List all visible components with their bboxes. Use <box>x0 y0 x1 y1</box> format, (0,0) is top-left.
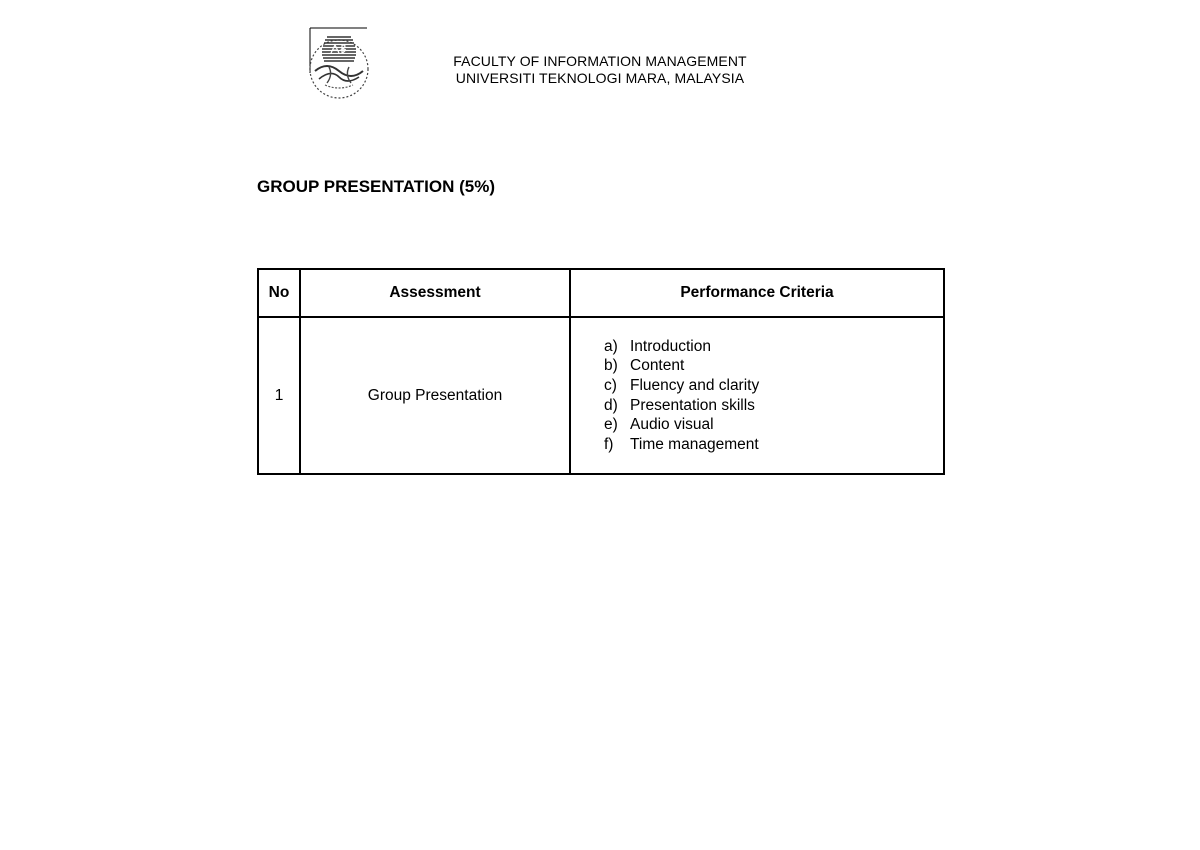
criteria-text: Introduction <box>630 337 711 355</box>
criteria-text: Content <box>630 357 685 375</box>
row-number: 1 <box>258 317 300 474</box>
list-marker: d) <box>604 396 618 414</box>
list-item <box>604 356 943 376</box>
assessment-table <box>257 268 945 475</box>
column-header-criteria: Performance Criteria <box>570 269 944 317</box>
list-marker: b) <box>604 357 618 375</box>
list-item <box>604 376 943 396</box>
column-header-no: No <box>258 269 300 317</box>
list-item <box>604 337 943 357</box>
table-row <box>258 317 944 474</box>
list-marker: a) <box>604 337 618 355</box>
university-name: UNIVERSITI TEKNOLOGI MARA, MALAYSIA <box>455 70 745 86</box>
criteria-cell <box>570 317 944 474</box>
faculty-header <box>380 53 820 87</box>
criteria-text: Audio visual <box>630 416 714 434</box>
table-header-row <box>258 269 944 317</box>
list-marker: c) <box>604 376 617 394</box>
list-item <box>604 415 943 435</box>
criteria-text: Presentation skills <box>630 396 755 414</box>
criteria-text: Fluency and clarity <box>630 376 760 394</box>
list-item <box>604 435 943 455</box>
list-item <box>604 396 943 416</box>
document-title: GROUP PRESENTATION (5%) <box>257 177 496 196</box>
faculty-name: FACULTY OF INFORMATION MANAGEMENT <box>453 53 747 69</box>
criteria-list <box>571 337 943 455</box>
assessment-name: Group Presentation <box>300 317 570 474</box>
column-header-assessment: Assessment <box>300 269 570 317</box>
list-marker: e) <box>604 416 618 434</box>
list-marker: f) <box>604 435 614 453</box>
university-logo <box>307 27 371 103</box>
criteria-text: Time management <box>630 435 759 453</box>
